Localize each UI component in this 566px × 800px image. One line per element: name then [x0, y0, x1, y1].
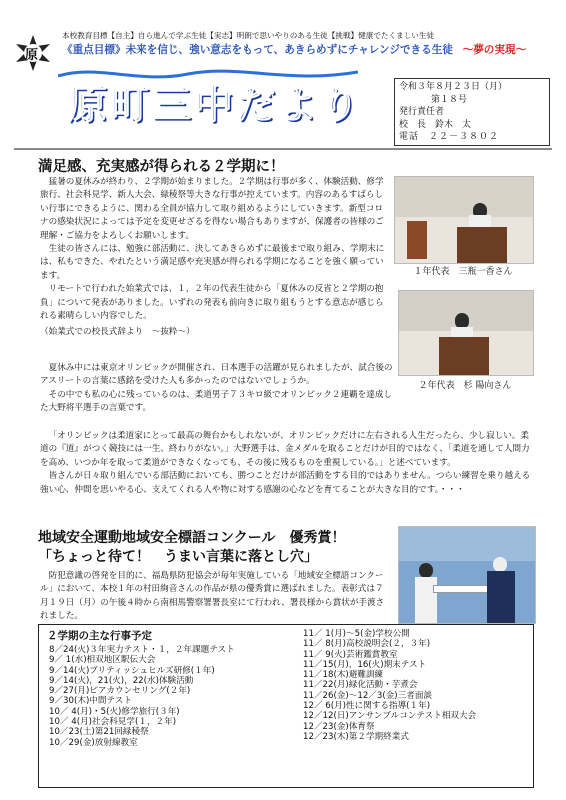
- article2-slogan: 「ちょっと待て！ うまい言葉に落とし穴」: [38, 549, 318, 565]
- event-item: 8／24(火)３年実力テスト・１，２年課題テスト: [49, 645, 235, 655]
- paragraph: 皆さんが日々取り組んでいる部活動においても、勝つことだけが部活動をする目的ではありません。つらい練習を乗り越える強い心、仲間を思いやる心、支えてくれる人や物に対する感謝の心などを育てることが大きな目的です。・・・: [40, 471, 531, 495]
- speech-body-continued: [40, 430, 536, 497]
- event-item: 9／ 1(水)相双地区駅伝大会: [49, 655, 156, 666]
- issue-number: 第１８号: [431, 94, 468, 105]
- paragraph: 生徒の皆さんには、勉強に部活動に、決してあきらめずに最後まで取り組み、学期末には、私もできた、やれたという満足感や充実感が得られる学期になることを強く願っています。: [40, 244, 385, 281]
- photo2-caption: ２年代表 杉 陽向さん: [418, 381, 512, 391]
- focus-sub: ～夢の実現～: [462, 44, 527, 56]
- issue-date: 令和３年８月２３日（月）: [399, 82, 508, 92]
- event-item: 11／15(月)，16(火)期末テスト: [303, 659, 427, 670]
- speech-heading: （始業式での校長式辞より ～抜粋～）: [40, 327, 195, 338]
- paragraph: 猛暑の夏休みが終わり、２学期が始まりました。２学期は行事が多く、体験活動、修学旅行、社会科見学、新人大会、緑稜祭等大きな行事が控えています。内容のあるすばらしい行事にできるように、関わる全員が協力して取り組めるようにしていきます。新型コロナの感染状況によっては予定を変更せざるを得ない場合もありますが、保護者の皆様のご理解・ご協力をよろしくお願いします。: [40, 177, 384, 241]
- event-item: 9／14(火)ブリティッシュヒルズ研修(１年): [49, 665, 215, 676]
- article2-headline: 地域安全運動地域安全標語コンクール 優秀賞！: [38, 530, 346, 546]
- event-item: 11／18(木)避難訓練: [303, 670, 384, 681]
- event-item: 10／29(金)放射線教室: [49, 737, 138, 748]
- event-item: 10／ 4(月)・5(火)修学旅行(３年): [49, 706, 180, 717]
- article2-body: [40, 570, 388, 624]
- school-phone: 電話 ２２－３８０２: [399, 132, 500, 143]
- event-item: 10／ 4(月)社会科見学(１，２年): [49, 717, 177, 728]
- issue-info: [394, 78, 550, 146]
- event-item: 11／26(金)～12／3(金)三者面談: [303, 690, 433, 701]
- paragraph: 防犯意識の啓発を目的に、福島県防犯協会が毎年実施している「地域安全標語コンクール」において、本校１年の村田絢音さんの作品が県の優秀賞に選ばれました。表彰式は７月１９日（月）の午後４時から南相馬警察署署長室にて行われ、署長様から賞状が手渡されました。: [40, 571, 385, 622]
- event-item: 11／ 8(月)高校説明会(２，３年): [303, 639, 431, 650]
- events-right-column: [303, 629, 531, 742]
- photo-first-year-speaker: [394, 176, 534, 264]
- article1-headline: 満足感、充実感が得られる２学期に！: [38, 159, 285, 175]
- paragraph: 「オリンピックは柔道家にとって最高の舞台かもしれないが、オリンピックだけに左右される人生だったら、少し寂しい。柔道の『道』がつく競技には一生、終わりがない。」大野選手は、金メダルを取ることだけが目的ではなく、「柔道を通して人間力を高め、いつか年を取って柔道ができなくなっても、その後に残るものを重視している。」と述べています。: [40, 431, 530, 468]
- event-item: 9／14(火)，21(火)，22(水)体験活動: [49, 675, 194, 686]
- photo-award-ceremony: [398, 526, 536, 624]
- events-box: [38, 624, 534, 788]
- speech-body: [40, 362, 396, 416]
- event-item: 10／23(土)第21回緑稜祭: [49, 727, 149, 738]
- focus-label: 《重点目標》: [62, 44, 126, 56]
- event-item: 11／22(月)緑化活動・芋煮会: [303, 680, 418, 691]
- emblem-char: 原: [25, 48, 39, 63]
- principal-name: 校 長 鈴木 太: [399, 119, 472, 130]
- school-motto: 本校教育目標【自主】自ら進んで学ぶ生徒【実志】明朗で思いやりのある生徒【挑戦】健康でたくましい生徒: [62, 31, 435, 40]
- photo-second-year-speaker: [398, 290, 534, 376]
- focus-goal: [62, 42, 562, 57]
- event-item: 12／ 6(月)性に関する指導(１年): [303, 701, 431, 712]
- event-item: 9／27(月)ピアカウンセリング(２年): [49, 686, 191, 697]
- header-rule: [14, 148, 552, 150]
- event-item: 9／30(木)中間テスト: [49, 696, 132, 707]
- event-item: 11／ 1(月)～5(金)学校公開: [303, 629, 410, 639]
- school-emblem: [14, 34, 52, 72]
- focus-text: 未来を信じ、強い意志をもって、あきらめずにチャレンジできる生徒: [125, 44, 453, 56]
- event-item: 12／23(金)体育祭: [303, 721, 375, 732]
- event-item: 12／23(木)第２学期終業式: [303, 731, 409, 742]
- paragraph: リモートで行われた始業式では、１，２年の代表生徒から「夏休みの反省と２学期の抱負」について発表がありました。いずれの発表も前向きに取り組もうとする意志が感じられる素晴らしい内容でした。: [40, 284, 384, 322]
- article1-body: [40, 176, 388, 340]
- newsletter-title: 原町三中だより: [68, 83, 363, 128]
- publisher-label: 発行責任者: [399, 107, 445, 118]
- event-item: 12／12(日)アンサンブルコンテスト相双大会: [303, 711, 477, 722]
- photo1-caption: １年代表 三瓶一香さん: [413, 267, 513, 277]
- events-title: ２学期の主な行事予定: [47, 630, 152, 642]
- paragraph: 夏休み中には東京オリンピックが開催され、日本選手の活躍が見られましたが、試合後のアスリートの言葉に感銘を受けた人も多かったのではないでしょうか。: [40, 363, 393, 387]
- events-left-column: [49, 645, 299, 748]
- event-item: 11／ 9(火)芸術鑑賞教室: [303, 649, 398, 660]
- paragraph: その中でも私の心に残っているのは、柔道男子７３キロ級でオリンピック２連覇を達成した大野将平選手の言葉です。: [40, 389, 393, 414]
